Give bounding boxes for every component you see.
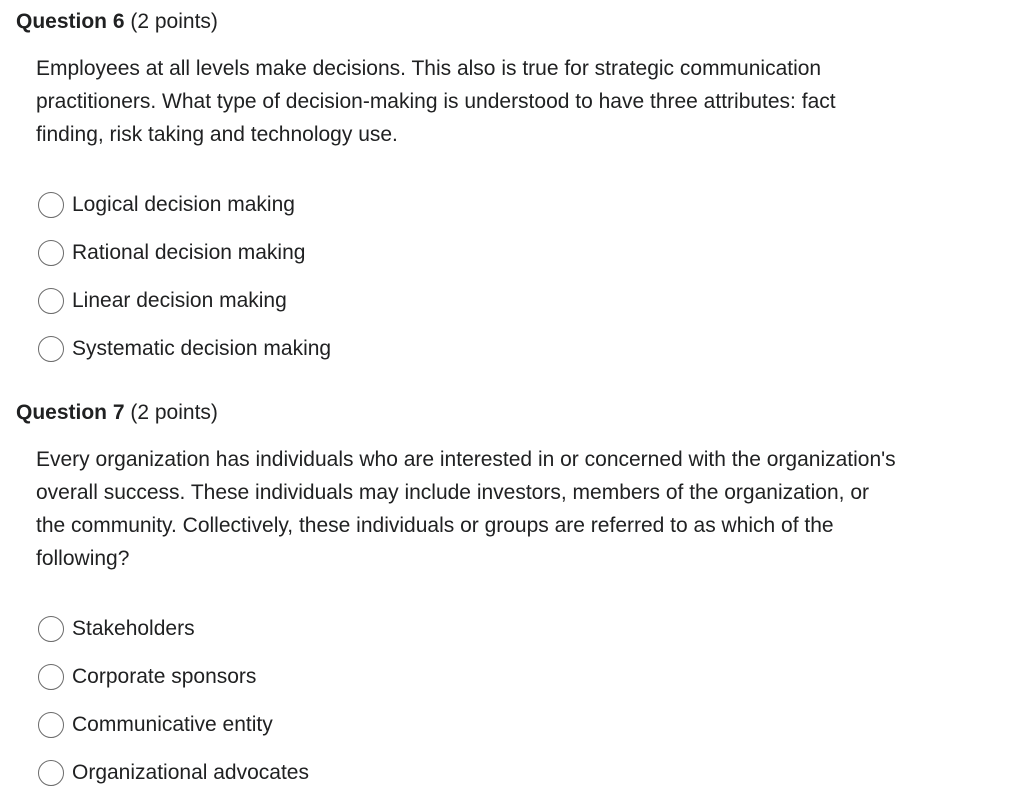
radio-button[interactable] (38, 288, 64, 314)
question-title: Question 7 (16, 401, 125, 424)
radio-button[interactable] (38, 192, 64, 218)
answer-option-label[interactable]: Corporate sponsors (72, 665, 257, 688)
question-points: (2 points) (130, 401, 218, 424)
question-text: Every organization has individuals who are interested in or concerned with the organization's overall success. These individuals may include investors, members of the organization, or the community. Collectively, these individuals or groups are referred to as which of the following? (36, 448, 896, 570)
radio-button[interactable] (38, 664, 64, 690)
radio-button[interactable] (38, 712, 64, 738)
answer-option-label[interactable]: Communicative entity (72, 713, 273, 736)
radio-button[interactable] (38, 760, 64, 786)
answer-option-label[interactable]: Rational decision making (72, 241, 306, 264)
question-header (16, 397, 218, 429)
question-text: Employees at all levels make decisions. This also is true for strategic communication practitioners. What type of decision-making is understood to have three attributes: fact finding, risk taking and technology use. (36, 57, 836, 146)
answer-option[interactable] (38, 229, 331, 277)
question-header (16, 6, 218, 38)
answer-options (38, 181, 331, 373)
answer-option[interactable] (38, 325, 331, 373)
answer-option-label[interactable]: Logical decision making (72, 193, 295, 216)
answer-options (38, 605, 309, 797)
answer-option-label[interactable]: Linear decision making (72, 289, 287, 312)
answer-option-label[interactable]: Organizational advocates (72, 761, 309, 784)
question-title: Question 6 (16, 10, 125, 33)
radio-button[interactable] (38, 336, 64, 362)
answer-option-label[interactable]: Stakeholders (72, 617, 195, 640)
answer-option[interactable] (38, 277, 331, 325)
answer-option[interactable] (38, 653, 309, 701)
answer-option[interactable] (38, 181, 331, 229)
answer-option[interactable] (38, 749, 309, 797)
answer-option[interactable] (38, 701, 309, 749)
radio-button[interactable] (38, 240, 64, 266)
answer-option-label[interactable]: Systematic decision making (72, 337, 332, 360)
answer-option[interactable] (38, 605, 309, 653)
radio-button[interactable] (38, 616, 64, 642)
question-points: (2 points) (130, 10, 218, 33)
